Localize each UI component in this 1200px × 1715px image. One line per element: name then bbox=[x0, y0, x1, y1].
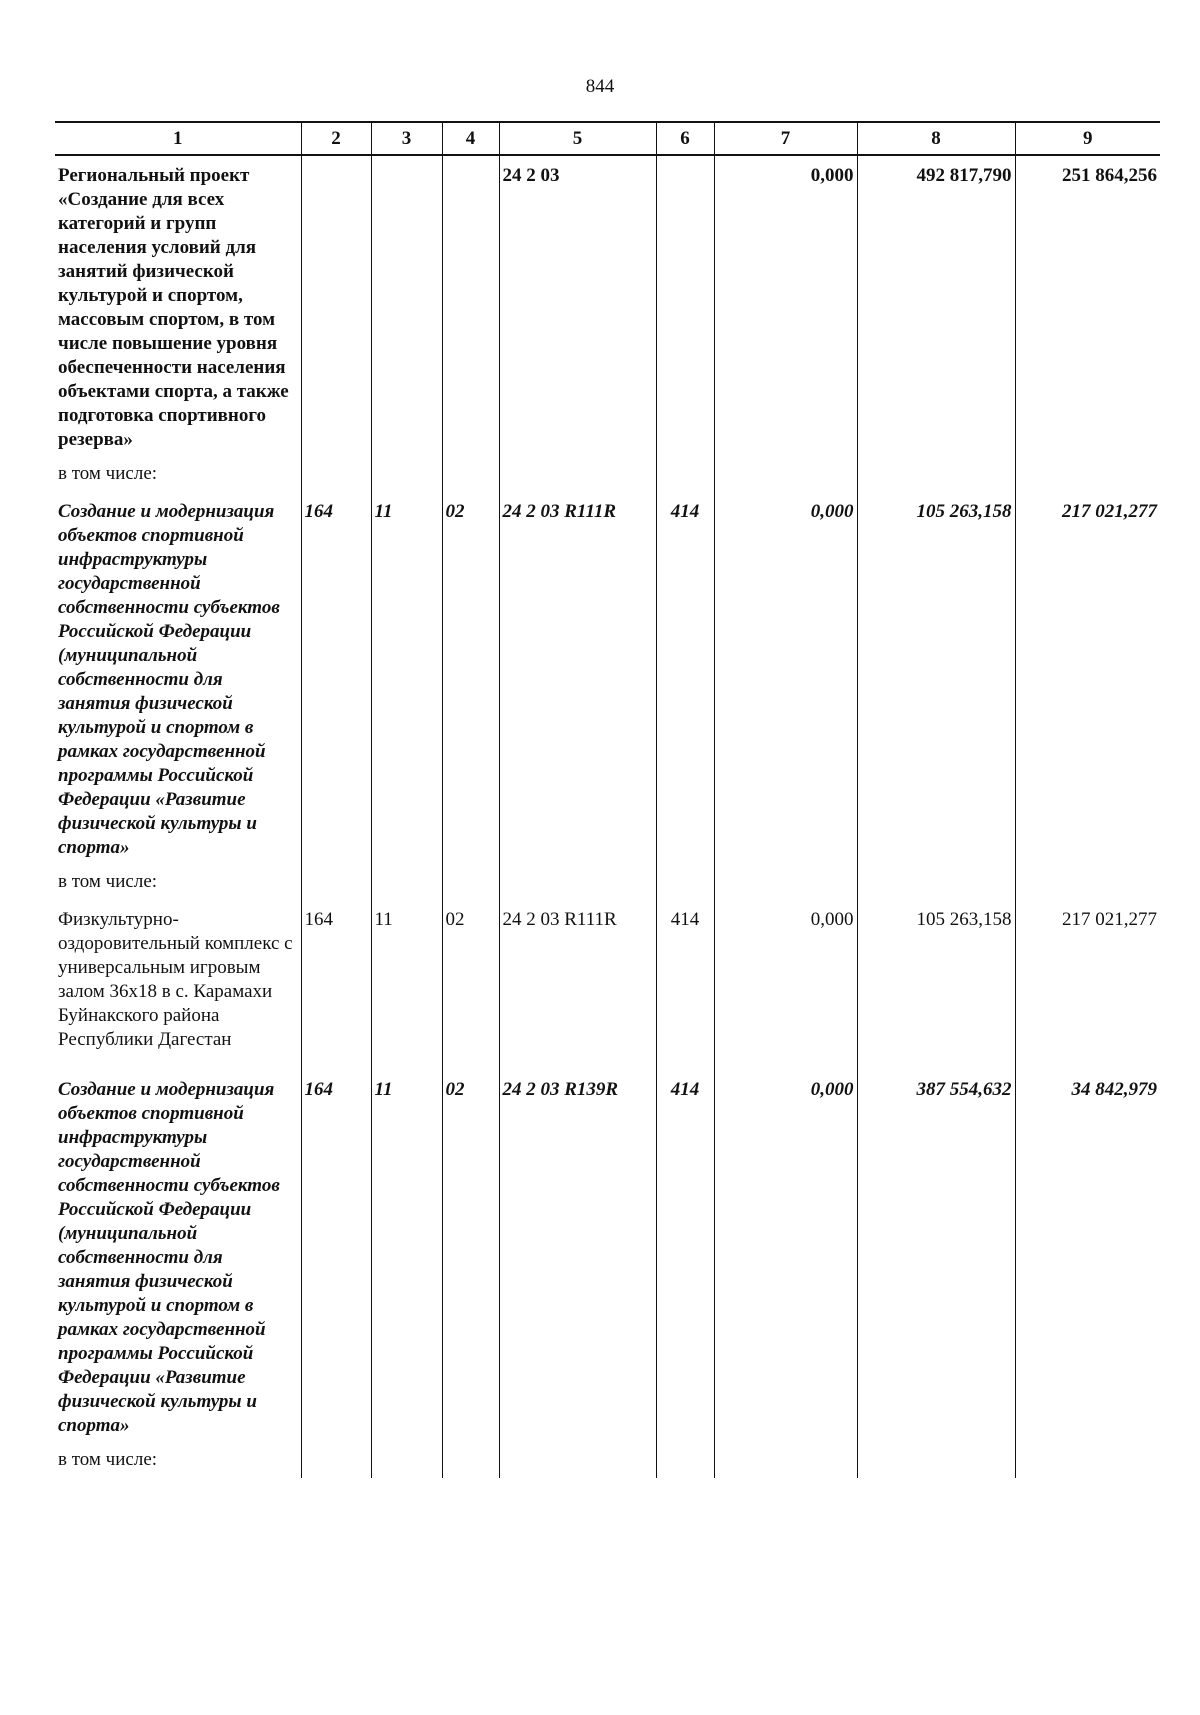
cell-col-8: 105 263,158 bbox=[857, 492, 1015, 860]
cell-col-3: 11 bbox=[371, 900, 442, 1052]
cell-col-2: 164 bbox=[301, 900, 371, 1052]
row-label: в том числе: bbox=[55, 860, 301, 900]
col-header-1: 1 bbox=[55, 122, 301, 155]
header-row bbox=[55, 122, 1160, 155]
table-row bbox=[55, 1438, 1160, 1478]
col-header-3: 3 bbox=[371, 122, 442, 155]
col-header-9: 9 bbox=[1015, 122, 1160, 155]
cell-col-5: 24 2 03 bbox=[499, 155, 656, 452]
cell-col-5: 24 2 03 R111R bbox=[499, 492, 656, 860]
table-row bbox=[55, 452, 1160, 492]
row-label: в том числе: bbox=[55, 1438, 301, 1478]
cell-col-7: 0,000 bbox=[714, 1070, 857, 1438]
col-header-6: 6 bbox=[656, 122, 714, 155]
row-name: Создание и модернизация объектов спортивной инфраструктуры государственной собственности субъектов Российской Федерации (муниципальной собственности для занятия физической культурой и спортом в рамках государственной программы Российской Федерации «Развитие физической культуры и спорта» bbox=[55, 492, 301, 860]
row-name: Региональный проект «Создание для всех категорий и групп населения условий для занятий физической культурой и спортом, массовым спортом, в том числе повышение уровня обеспеченности населения объектами спорта, а также подготовка спортивного резерва» bbox=[55, 155, 301, 452]
cell-col-3: 11 bbox=[371, 492, 442, 860]
cell-col-2: 164 bbox=[301, 492, 371, 860]
cell-col-9: 34 842,979 bbox=[1015, 1070, 1160, 1438]
row-name: Создание и модернизация объектов спортивной инфраструктуры государственной собственности субъектов Российской Федерации (муниципальной собственности для занятия физической культурой и спортом в рамках государственной программы Российской Федерации «Развитие физической культуры и спорта» bbox=[55, 1070, 301, 1438]
col-header-4: 4 bbox=[442, 122, 499, 155]
cell-col-3: 11 bbox=[371, 1070, 442, 1438]
cell-col-9: 217 021,277 bbox=[1015, 492, 1160, 860]
col-header-8: 8 bbox=[857, 122, 1015, 155]
col-header-2: 2 bbox=[301, 122, 371, 155]
col-header-5: 5 bbox=[499, 122, 656, 155]
cell-col-7: 0,000 bbox=[714, 492, 857, 860]
cell-col-2: 164 bbox=[301, 1070, 371, 1438]
cell-col-5: 24 2 03 R111R bbox=[499, 900, 656, 1052]
table-row bbox=[55, 900, 1160, 1052]
table-row bbox=[55, 155, 1160, 452]
table-row bbox=[55, 492, 1160, 860]
page-number: 844 bbox=[585, 76, 615, 97]
cell-col-4: 02 bbox=[442, 900, 499, 1052]
cell-col-4: 02 bbox=[442, 492, 499, 860]
cell-col-9: 217 021,277 bbox=[1015, 900, 1160, 1052]
budget-table bbox=[55, 121, 1160, 1478]
cell-col-4 bbox=[442, 155, 499, 452]
cell-col-7: 0,000 bbox=[714, 900, 857, 1052]
cell-col-2 bbox=[301, 155, 371, 452]
cell-col-9: 251 864,256 bbox=[1015, 155, 1160, 452]
cell-col-6: 414 bbox=[656, 900, 714, 1052]
cell-col-6 bbox=[656, 155, 714, 452]
cell-col-5: 24 2 03 R139R bbox=[499, 1070, 656, 1438]
cell-col-8: 387 554,632 bbox=[857, 1070, 1015, 1438]
cell-col-4: 02 bbox=[442, 1070, 499, 1438]
row-label: в том числе: bbox=[55, 452, 301, 492]
cell-col-8: 105 263,158 bbox=[857, 900, 1015, 1052]
cell-col-7: 0,000 bbox=[714, 155, 857, 452]
cell-col-6: 414 bbox=[656, 1070, 714, 1438]
col-header-7: 7 bbox=[714, 122, 857, 155]
cell-col-6: 414 bbox=[656, 492, 714, 860]
table-row bbox=[55, 860, 1160, 900]
row-name: Физкультурно-оздоровительный комплекс с универсальным игровым залом 36x18 в с. Карамахи Буйнакского района Республики Дагестан bbox=[55, 900, 301, 1052]
cell-col-8: 492 817,790 bbox=[857, 155, 1015, 452]
cell-col-3 bbox=[371, 155, 442, 452]
table-row bbox=[55, 1070, 1160, 1438]
